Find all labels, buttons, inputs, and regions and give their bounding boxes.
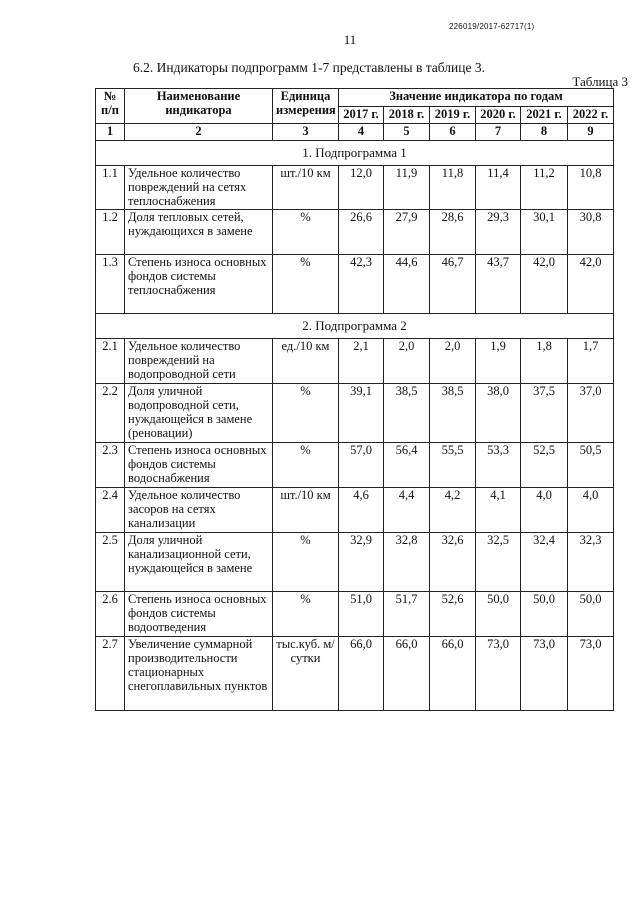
column-numbers-row (96, 124, 614, 141)
row-number: 2.3 (96, 443, 125, 488)
header-year: 2020 г. (476, 106, 521, 124)
indicator-name: Удельное количество повреждений на сетях теплоснабжения (125, 166, 273, 210)
indicator-value: 2,0 (384, 339, 430, 384)
header-unit: Единица измерения (273, 89, 339, 124)
row-number: 2.2 (96, 384, 125, 443)
indicator-name: Доля уличной канализационной сети, нуждающейся в замене (125, 533, 273, 592)
table-row (96, 339, 614, 384)
header-name: Наименование индикатора (125, 89, 273, 124)
indicator-unit: шт./10 км (273, 166, 339, 210)
indicator-value: 28,6 (430, 210, 476, 255)
indicator-value: 4,6 (339, 488, 384, 533)
table-row (96, 637, 614, 711)
column-number: 4 (339, 124, 384, 141)
indicator-unit: % (273, 443, 339, 488)
header-year: 2022 г. (568, 106, 614, 124)
indicator-value: 4,1 (476, 488, 521, 533)
indicator-unit: тыс.куб. м/сутки (273, 637, 339, 711)
indicator-value: 50,0 (521, 592, 568, 637)
indicator-value: 32,6 (430, 533, 476, 592)
table-row (96, 384, 614, 443)
indicator-value: 52,5 (521, 443, 568, 488)
table-body (96, 141, 614, 711)
indicator-name: Удельное количество засоров на сетях канализации (125, 488, 273, 533)
indicator-value: 32,9 (339, 533, 384, 592)
table-row (96, 488, 614, 533)
indicator-name: Увеличение суммарной производительности стационарных снегоплавильных пунктов (125, 637, 273, 711)
indicator-value: 11,8 (430, 166, 476, 210)
section-title: 2. Подпрограмма 2 (96, 314, 614, 339)
column-number: 2 (125, 124, 273, 141)
indicator-value: 32,5 (476, 533, 521, 592)
indicator-value: 32,3 (568, 533, 614, 592)
indicator-value: 38,5 (430, 384, 476, 443)
indicator-value: 1,7 (568, 339, 614, 384)
indicator-name: Степень износа основных фондов системы водоснабжения (125, 443, 273, 488)
indicators-table (95, 88, 614, 711)
indicator-unit: % (273, 384, 339, 443)
header-year: 2019 г. (430, 106, 476, 124)
indicator-unit: % (273, 592, 339, 637)
header-year: 2021 г. (521, 106, 568, 124)
table-row (96, 210, 614, 255)
page-number: 11 (343, 32, 357, 47)
column-number: 9 (568, 124, 614, 141)
header-year: 2018 г. (384, 106, 430, 124)
table-row (96, 255, 614, 314)
row-number: 2.6 (96, 592, 125, 637)
indicator-unit: % (273, 255, 339, 314)
table-row (96, 166, 614, 210)
indicator-value: 10,8 (568, 166, 614, 210)
section-row (96, 141, 614, 166)
section-row (96, 314, 614, 339)
indicator-value: 11,9 (384, 166, 430, 210)
indicator-unit: шт./10 км (273, 488, 339, 533)
column-number: 3 (273, 124, 339, 141)
indicator-value: 55,5 (430, 443, 476, 488)
indicator-value: 66,0 (430, 637, 476, 711)
section-title: 1. Подпрограмма 1 (96, 141, 614, 166)
header-values-group: Значение индикатора по годам (339, 89, 614, 107)
indicator-value: 42,0 (568, 255, 614, 314)
indicator-value: 66,0 (384, 637, 430, 711)
document-id: 226019/2017-62717(1) (449, 22, 535, 31)
row-number: 1.2 (96, 210, 125, 255)
indicator-value: 38,0 (476, 384, 521, 443)
indicator-value: 73,0 (568, 637, 614, 711)
indicator-value: 30,1 (521, 210, 568, 255)
indicator-value: 46,7 (430, 255, 476, 314)
indicator-value: 2,1 (339, 339, 384, 384)
indicator-name: Степень износа основных фондов системы теплоснабжения (125, 255, 273, 314)
indicator-value: 57,0 (339, 443, 384, 488)
indicator-value: 51,7 (384, 592, 430, 637)
indicator-value: 32,4 (521, 533, 568, 592)
row-number: 1.3 (96, 255, 125, 314)
column-number: 5 (384, 124, 430, 141)
indicator-unit: ед./10 км (273, 339, 339, 384)
indicator-value: 4,0 (521, 488, 568, 533)
indicator-value: 52,6 (430, 592, 476, 637)
indicator-value: 27,9 (384, 210, 430, 255)
indicator-value: 4,0 (568, 488, 614, 533)
indicator-value: 11,2 (521, 166, 568, 210)
indicator-value: 2,0 (430, 339, 476, 384)
column-number: 7 (476, 124, 521, 141)
table-row (96, 443, 614, 488)
indicator-value: 1,8 (521, 339, 568, 384)
indicator-value: 4,2 (430, 488, 476, 533)
indicator-value: 32,8 (384, 533, 430, 592)
indicator-value: 12,0 (339, 166, 384, 210)
header-num: № п/п (96, 89, 125, 124)
column-number: 8 (521, 124, 568, 141)
indicator-value: 44,6 (384, 255, 430, 314)
indicator-value: 73,0 (521, 637, 568, 711)
indicator-value: 26,6 (339, 210, 384, 255)
column-number: 6 (430, 124, 476, 141)
row-number: 2.4 (96, 488, 125, 533)
indicator-unit: % (273, 533, 339, 592)
indicator-value: 30,8 (568, 210, 614, 255)
indicator-name: Степень износа основных фондов системы водоотведения (125, 592, 273, 637)
indicator-name: Доля уличной водопроводной сети, нуждающейся в замене (реновации) (125, 384, 273, 443)
header-row-top (96, 89, 614, 107)
indicator-value: 37,5 (521, 384, 568, 443)
indicator-value: 1,9 (476, 339, 521, 384)
indicator-value: 56,4 (384, 443, 430, 488)
indicator-value: 11,4 (476, 166, 521, 210)
indicator-value: 43,7 (476, 255, 521, 314)
indicator-value: 50,5 (568, 443, 614, 488)
header-year: 2017 г. (339, 106, 384, 124)
indicator-value: 37,0 (568, 384, 614, 443)
row-number: 2.5 (96, 533, 125, 592)
indicator-value: 42,3 (339, 255, 384, 314)
indicator-value: 4,4 (384, 488, 430, 533)
indicator-value: 50,0 (476, 592, 521, 637)
column-number: 1 (96, 124, 125, 141)
indicator-value: 50,0 (568, 592, 614, 637)
indicator-value: 53,3 (476, 443, 521, 488)
table-row (96, 592, 614, 637)
indicator-value: 51,0 (339, 592, 384, 637)
indicator-value: 42,0 (521, 255, 568, 314)
row-number: 2.1 (96, 339, 125, 384)
indicator-value: 39,1 (339, 384, 384, 443)
table-caption: Таблица 3 (572, 74, 628, 89)
intro-paragraph: 6.2. Индикаторы подпрограмм 1-7 представлены в таблице 3. (133, 60, 485, 75)
indicator-name: Удельное количество повреждений на водопроводной сети (125, 339, 273, 384)
indicator-unit: % (273, 210, 339, 255)
indicator-value: 73,0 (476, 637, 521, 711)
indicator-value: 29,3 (476, 210, 521, 255)
indicator-name: Доля тепловых сетей, нуждающихся в замене (125, 210, 273, 255)
row-number: 2.7 (96, 637, 125, 711)
indicator-value: 66,0 (339, 637, 384, 711)
table-row (96, 533, 614, 592)
row-number: 1.1 (96, 166, 125, 210)
indicator-value: 38,5 (384, 384, 430, 443)
